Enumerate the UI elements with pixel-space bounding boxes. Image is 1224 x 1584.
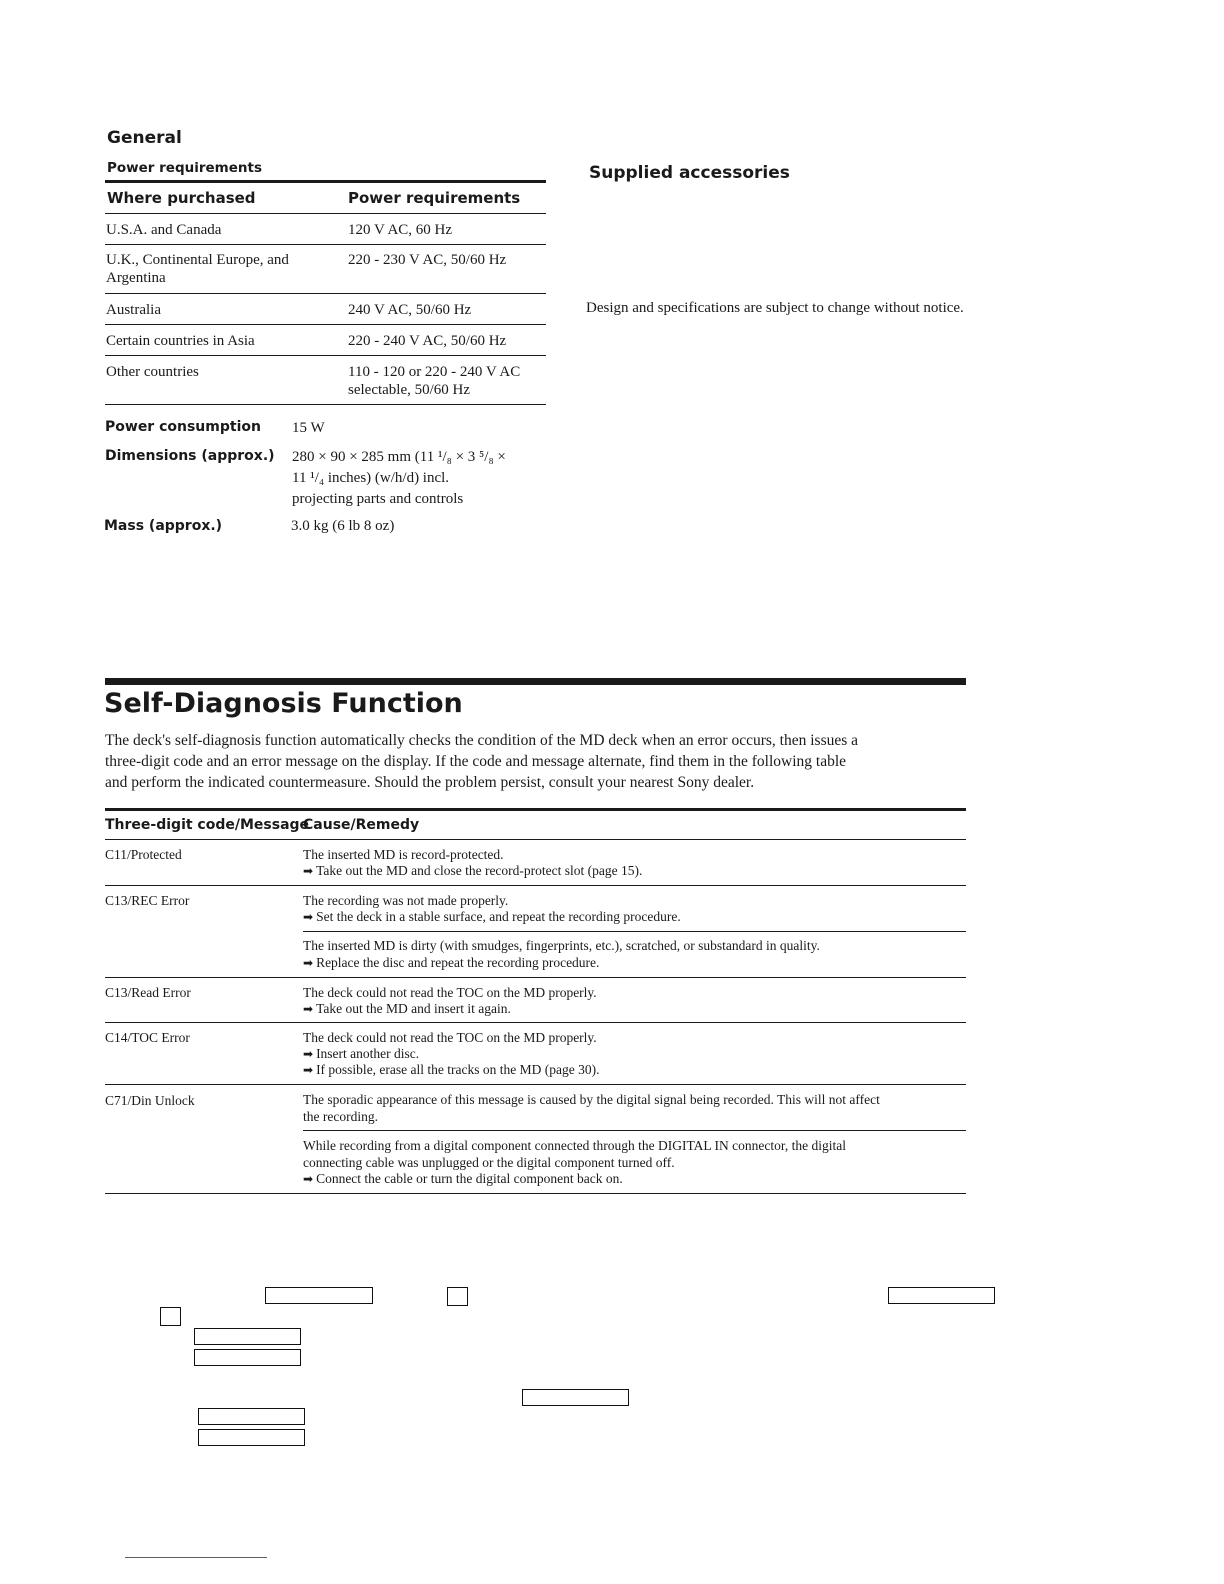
arrow-right-icon: ➡ <box>303 956 314 970</box>
empty-box <box>198 1408 305 1425</box>
power-table-rule <box>105 293 546 294</box>
power-row-where: U.K., Continental Europe, and Argentina <box>106 252 289 286</box>
empty-box <box>194 1349 301 1366</box>
empty-box <box>447 1287 468 1306</box>
power-table-top-rule <box>105 180 546 183</box>
table-rule <box>105 1022 966 1023</box>
remedy-line <box>303 863 642 880</box>
table-row-code: C71/Din Unlock <box>105 1093 195 1108</box>
cause-text: The inserted MD is dirty (with smudges, fingerprints, etc.), scratched, or substandard in quality. <box>303 938 820 953</box>
cause-text <box>303 1138 846 1171</box>
mass-value: 3.0 kg (6 lb 8 oz) <box>291 518 395 534</box>
dimensions-label: Dimensions (approx.) <box>105 448 275 464</box>
intro-paragraph <box>105 730 858 793</box>
diagnosis-table-bottom-rule <box>105 1193 966 1194</box>
arrow-right-icon: ➡ <box>303 910 314 924</box>
cause-text <box>303 1092 880 1125</box>
remedy-text: Take out the MD and close the record-protect slot (page 15). <box>316 863 643 878</box>
table-rule <box>105 885 966 886</box>
accessories-heading: Supplied accessories <box>589 163 790 183</box>
col-header-code: Three-digit code/Message <box>105 817 310 833</box>
power-row-power: 220 - 240 V AC, 50/60 Hz <box>348 333 507 349</box>
remedy-line <box>303 955 599 972</box>
power-row-where: Other countries <box>106 364 199 380</box>
empty-box <box>194 1328 301 1345</box>
power-row-power: 110 - 120 or 220 - 240 V AC selectable, 50/60 Hz <box>348 364 521 398</box>
power-row-power: 220 - 230 V AC, 50/60 Hz <box>348 252 507 268</box>
dimensions-line: 11 ¹/₄ inches) (w/h/d) incl. <box>292 470 450 486</box>
remedy-line <box>303 1046 419 1063</box>
arrow-right-icon: ➡ <box>303 1002 314 1016</box>
arrow-right-icon: ➡ <box>303 864 314 878</box>
col-header-cause: Cause/Remedy <box>303 817 420 833</box>
remedy-line <box>303 1171 623 1188</box>
cause-line: the recording. <box>303 1108 378 1124</box>
empty-box <box>522 1389 629 1406</box>
power-row-where: Certain countries in Asia <box>106 333 255 349</box>
power-table-bottom-rule <box>105 404 546 405</box>
cause-text: The inserted MD is record-protected. <box>303 847 504 862</box>
mass-label: Mass (approx.) <box>104 518 223 534</box>
table-row-code: C13/Read Error <box>105 985 191 1000</box>
dimensions-value <box>292 447 506 510</box>
cause-text: The deck could not read the TOC on the MD properly. <box>303 985 597 1000</box>
power-consumption-value: 15 W <box>292 420 325 436</box>
table-rule <box>303 1130 966 1131</box>
arrow-right-icon: ➡ <box>303 1172 314 1186</box>
table-rule <box>105 1084 966 1085</box>
power-row-where: Australia <box>106 302 161 318</box>
remedy-text: Insert another disc. <box>316 1046 420 1061</box>
power-table-header-power: Power requirements <box>348 189 521 207</box>
remedy-line <box>303 1001 511 1018</box>
dimensions-line: 280 × 90 × 285 mm (11 ¹/₈ × 3 ⁵/₈ × <box>292 449 506 465</box>
power-row-power: 120 V AC, 60 Hz <box>348 222 453 238</box>
page-title: Self-Diagnosis Function <box>104 688 463 719</box>
table-rule <box>105 977 966 978</box>
power-consumption-label: Power consumption <box>105 419 261 435</box>
table-rule <box>105 839 966 840</box>
power-table-rule <box>105 324 546 325</box>
intro-line: The deck's self-diagnosis function automatically checks the condition of the MD deck when an error occurs, then issues a <box>105 732 859 749</box>
table-row-code: C14/TOC Error <box>105 1030 190 1045</box>
power-requirements-title: Power requirements <box>107 160 263 176</box>
table-row-code: C11/Protected <box>105 847 182 862</box>
diagnosis-table-top-rule <box>105 808 966 811</box>
cause-line: The sporadic appearance of this message is caused by the digital signal being recorded. This will not affect <box>303 1092 880 1107</box>
remedy-line <box>303 909 681 926</box>
specs-notice: Design and specifications are subject to change without notice. <box>586 300 964 316</box>
arrow-right-icon: ➡ <box>303 1063 314 1077</box>
remedy-line <box>303 1062 599 1079</box>
footer-line <box>125 1557 267 1558</box>
power-row-power: 240 V AC, 50/60 Hz <box>348 302 472 318</box>
intro-line: and perform the indicated countermeasure. Should the problem persist, consult your nearest Sony dealer. <box>105 774 755 791</box>
power-table-header-where: Where purchased <box>107 189 256 207</box>
cause-text: The recording was not made properly. <box>303 893 509 908</box>
intro-line: three-digit code and an error message on the display. If the code and message alternate, find them in the following table <box>105 753 847 770</box>
remedy-text: Replace the disc and repeat the recording procedure. <box>316 955 600 970</box>
empty-box <box>265 1287 373 1304</box>
power-table-rule <box>105 355 546 356</box>
remedy-text: If possible, erase all the tracks on the MD (page 30). <box>316 1062 600 1077</box>
arrow-right-icon: ➡ <box>303 1047 314 1061</box>
power-table-rule <box>105 213 546 214</box>
power-row-where: U.S.A. and Canada <box>106 222 222 238</box>
general-heading: General <box>107 128 182 148</box>
empty-box <box>160 1307 181 1326</box>
section-divider <box>105 678 966 685</box>
remedy-text: Take out the MD and insert it again. <box>316 1001 511 1016</box>
dimensions-line: projecting parts and controls <box>292 491 464 507</box>
cause-line: While recording from a digital component connected through the DIGITAL IN connector, the digital <box>303 1138 846 1153</box>
table-rule <box>303 931 966 932</box>
empty-box <box>888 1287 995 1304</box>
table-row-code: C13/REC Error <box>105 893 190 908</box>
cause-line: connecting cable was unplugged or the digital component turned off. <box>303 1154 675 1170</box>
remedy-text: Set the deck in a stable surface, and repeat the recording procedure. <box>316 909 681 924</box>
remedy-text: Connect the cable or turn the digital component back on. <box>316 1171 623 1186</box>
empty-box <box>198 1429 305 1446</box>
cause-text: The deck could not read the TOC on the MD properly. <box>303 1030 597 1045</box>
power-table-rule <box>105 244 546 245</box>
